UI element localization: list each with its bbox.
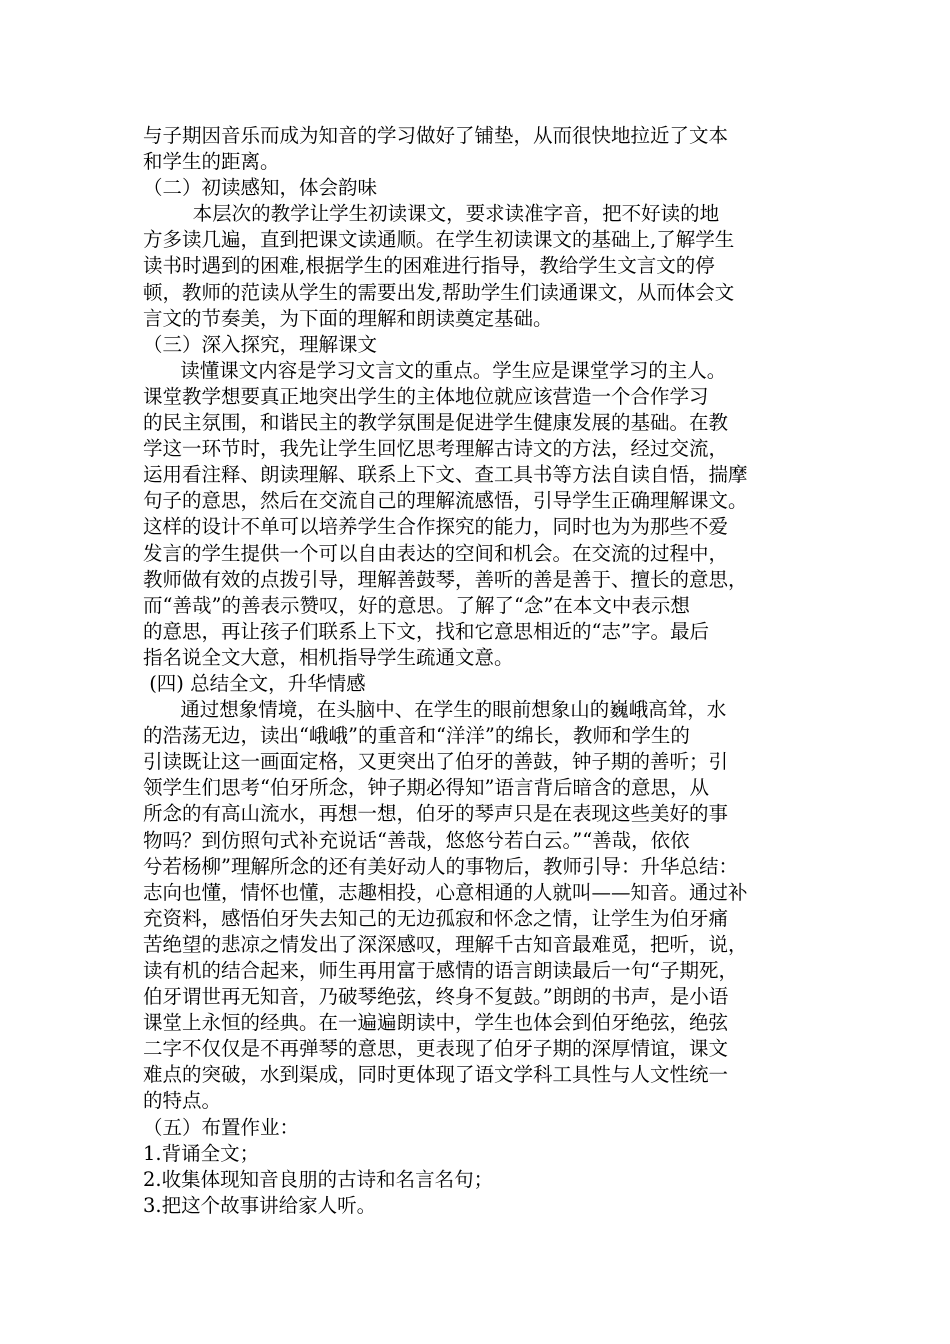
text-line: 二字不仅仅是不再弹琴的意思，更表现了伯牙子期的深厚情谊，课文	[143, 1037, 729, 1061]
homework-item: 3.把这个故事讲给家人听。	[143, 1193, 377, 1217]
text-line: 苦绝望的悲凉之情发出了深深感叹，理解千古知音最难觅，把听，说，	[143, 932, 748, 956]
text-line: 伯牙谓世再无知音，乃破琴绝弦，终身不复鼓。”朗朗的书声，是小语	[143, 985, 729, 1009]
text-line: 所念的有高山流水，再想一想，伯牙的琴声只是在表现这些美好的事	[143, 802, 729, 826]
text-line: 指名说全文大意，相机指导学生疏通文意。	[143, 645, 514, 669]
text-line: 句子的意思，然后在交流自己的理解流感悟，引导学生正确理解课文。	[143, 489, 748, 513]
section-heading-4: (四) 总结全文，升华情感	[143, 671, 366, 695]
document-body	[143, 123, 815, 1219]
text-line: 志向也懂，情怀也懂，志趣相投，心意相通的人就叫——知音。通过补	[143, 880, 748, 904]
section-heading-2: （二）初读感知，体会韵味	[143, 176, 378, 200]
text-line: 运用看注释、朗读理解、联系上下文、查工具书等方法自读自悟，揣摩	[143, 463, 748, 487]
text-line: 方多读几遍，直到把课文读通顺。在学生初读课文的基础上,了解学生	[143, 228, 735, 252]
text-line: 这样的设计不单可以培养学生合作探究的能力，同时也为为那些不爱	[143, 515, 729, 539]
text-line: 读书时遇到的困难,根据学生的困难进行指导，教给学生文言文的停	[143, 254, 715, 278]
text-line: 的民主氛围，和谐民主的教学氛围是促进学生健康发展的基础。在教	[143, 411, 729, 435]
text-line: 的特点。	[143, 1089, 222, 1113]
text-line: 学这一环节时，我先让学生回忆思考理解古诗文的方法，经过交流，	[143, 437, 729, 461]
text-line: 通过想象情境，在头脑中、在学生的眼前想象山的巍峨高耸，水	[143, 698, 727, 722]
text-line: 而“善哉”的善表示赞叹，好的意思。了解了“念”在本文中表示想	[143, 593, 690, 617]
text-line: 课堂上永恒的经典。在一遍遍朗读中，学生也体会到伯牙绝弦，绝弦	[143, 1011, 729, 1035]
text-line: 的浩荡无边，读出“峨峨”的重音和“洋洋”的绵长，教师和学生的	[143, 724, 690, 748]
text-line: 充资料，感悟伯牙失去知己的无边孤寂和怀念之情，让学生为伯牙痛	[143, 906, 729, 930]
homework-item: 1.背诵全文；	[143, 1141, 260, 1165]
text-line: 和学生的距离。	[143, 150, 280, 174]
text-line: 读有机的结合起来，师生再用富于感情的语言朗读最后一句“子期死，	[143, 959, 738, 982]
text-line: 物吗？到仿照句式补充说话“善哉，悠悠兮若白云。”“善哉，依依	[143, 828, 690, 852]
text-line: 课堂教学想要真正地突出学生的主体地位就应该营造一个合作学习	[143, 384, 709, 408]
text-line: 兮若杨柳”理解所念的还有美好动人的事物后，教师引导：升华总结：	[143, 854, 738, 878]
section-heading-5: （五）布置作业：	[143, 1115, 300, 1139]
text-line: 顿，教师的范读从学生的需要出发,帮助学生们读通课文，从而体会文	[143, 280, 735, 304]
text-line: 难点的突破，水到渠成，同时更体现了语文学科工具性与人文性统一	[143, 1063, 729, 1087]
text-line: 教师做有效的点拨引导，理解善鼓琴，善听的善是善于、擅长的意思，	[143, 567, 748, 591]
text-line: 发言的学生提供一个可以自由表达的空间和机会。在交流的过程中，	[143, 541, 729, 565]
text-line: 本层次的教学让学生初读课文，要求读准字音，把不好读的地	[143, 202, 720, 226]
text-line: 领学生们思考“伯牙所念，钟子期必得知”语言背后暗含的意思，从	[143, 776, 709, 800]
section-heading-3: （三）深入探究，理解课文	[143, 332, 378, 356]
text-line: 与子期因音乐而成为知音的学习做好了铺垫，从而很快地拉近了文本	[143, 124, 729, 147]
text-line: 读懂课文内容是学习文言文的重点。学生应是课堂学习的主人。	[143, 358, 727, 382]
text-line: 言文的节奏美，为下面的理解和朗读奠定基础。	[143, 306, 553, 330]
text-line: 引读既让这一画面定格，又更突出了伯牙的善鼓，钟子期的善听；引	[143, 750, 729, 774]
homework-item: 2.收集体现知音良朋的古诗和名言名句；	[143, 1167, 494, 1191]
text-line: 的意思，再让孩子们联系上下文，找和它意思相近的“志”字。最后	[143, 619, 709, 643]
